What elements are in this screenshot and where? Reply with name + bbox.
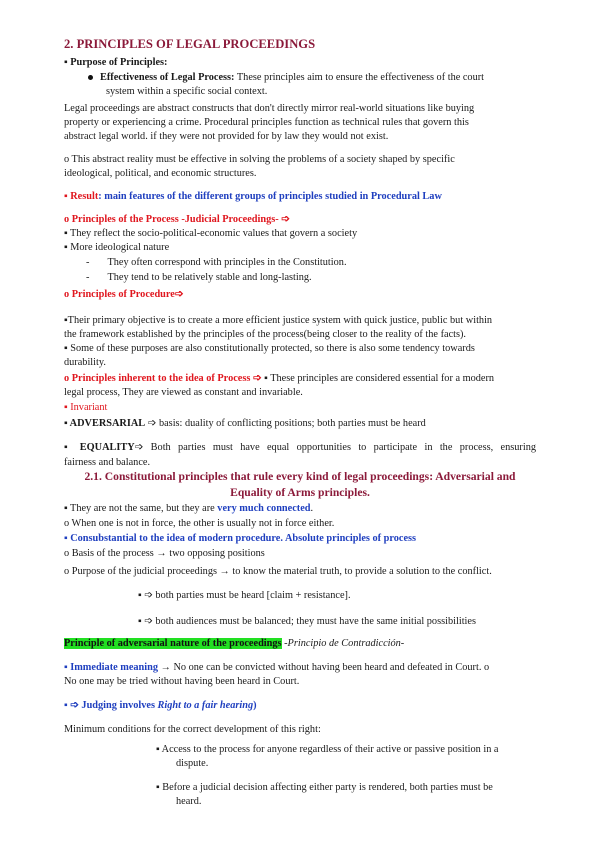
- condition2-line2: heard.: [176, 796, 202, 807]
- section-2-1-title-line1: 2.1. Constitutional principles that rule every kind of legal proceedings: Adversarial and: [84, 470, 516, 483]
- equality-line2: fairness and balance.: [64, 457, 151, 468]
- effectiveness-text: These principles aim to ensure the effectiveness of the court: [234, 72, 485, 83]
- equality-label: ▪ EQUALITY: [64, 442, 135, 453]
- inherent-line2: legal process, They are viewed as constant and invariable.: [64, 387, 303, 398]
- adversarial-nature-line: Principle of adversarial nature of the proceedings -Principio de Contradicción-: [64, 638, 405, 649]
- not-force-line: o When one is not in force, the other is usually not in force either.: [64, 518, 335, 529]
- immediate-line2: No one may be tried without having been heard in Court.: [64, 676, 300, 687]
- para1-line1: Legal proceedings are abstract constructs that don't directly mirror real-world situations like buying: [64, 103, 475, 114]
- balanced-line: ▪ ➩ both audiences must be balanced; they must have the same initial possibilities: [138, 616, 476, 627]
- immediate-label: ▪ Immediate meaning: [64, 662, 159, 673]
- section-2-1-title-line2: Equality of Arms principles.: [230, 486, 370, 499]
- process-principles-line2: ▪ More ideological nature: [64, 242, 170, 253]
- para1-line2: property or experiencing a crime. Procedural principles function as technical rules that govern this: [64, 117, 469, 128]
- para1-line3: abstract legal world. if they were not provided for by law they would not exist.: [64, 131, 389, 142]
- adversarial-line: ▪ ADVERSARIAL ➩ basis: duality of conflicting positions; both parties must be heard: [64, 418, 426, 429]
- bullet-icon: [88, 75, 93, 80]
- effectiveness-label: Effectiveness of Legal Process:: [100, 72, 235, 83]
- process-principles-heading: o Principles of the Process -Judicial Proceedings- ➩: [64, 214, 290, 225]
- procedure-line1: ▪Their primary objective is to create a more efficient justice system with quick justice, public but within: [64, 315, 493, 326]
- result-line: [64, 190, 442, 203]
- immediate-line1: ▪ Immediate meaning → No one can be convicted without having been heard and defeated in Court. o: [64, 662, 490, 673]
- procedure-principles-heading: o Principles of Procedure➩: [64, 289, 184, 300]
- page-title: 2. PRINCIPLES OF LEGAL PROCEEDINGS: [64, 37, 316, 51]
- consubstantial-line: ▪ Consubstantial to the idea of modern procedure. Absolute principles of process: [64, 533, 417, 544]
- adversarial-label: ▪ ADVERSARIAL: [64, 418, 146, 429]
- minimum-conditions-line: Minimum conditions for the correct development of this right:: [64, 724, 321, 735]
- adversarial-nature-label: Principle of adversarial nature of the proceedings: [64, 638, 282, 649]
- fair-hearing-text: Right to a fair hearing: [157, 700, 254, 711]
- para2-line2: ideological, political, and economic structures.: [64, 168, 257, 179]
- procedure-line3: ▪ Some of these purposes are also constitutionally protected, so there is also some tendency towards: [64, 343, 475, 354]
- purpose-line: o Purpose of the judicial proceedings → to know the material truth, to provide a solution to the conflict.: [64, 566, 492, 577]
- result-text: : main features of the different groups of principles studied in Procedural Law: [98, 191, 442, 202]
- result-label: ▪ Result: [64, 191, 99, 202]
- condition1-line1: ▪ Access to the process for anyone regardless of their active or passive position in a: [156, 744, 499, 755]
- connected-line: ▪ They are not the same, but they are very much connected.: [64, 503, 314, 514]
- process-principles-line1: ▪ They reflect the socio-political-economic values that govern a society: [64, 228, 358, 239]
- arrow-icon: ➩: [174, 289, 184, 300]
- effectiveness-text-cont: system within a specific social context.: [106, 86, 268, 97]
- connected-highlight: very much connected: [217, 503, 311, 514]
- inherent-line1: o Principles inherent to the idea of Process ➩ ▪ These principles are considered essential for a modern: [64, 373, 495, 384]
- equality-line1: ▪ EQUALITY➩ Both parties must have equal opportunities to participate in the process, ensuring: [64, 442, 536, 453]
- condition2-line1: ▪ Before a judicial decision affecting either party is rendered, both parties must be: [156, 782, 493, 793]
- judging-line: ▪ ➩ Judging involves Right to a fair hearing): [64, 700, 257, 711]
- procedure-line2: the framework established by the principles of the process(being closer to the reality of the facts).: [64, 329, 467, 340]
- procedure-line4: durability.: [64, 357, 106, 368]
- heard-line: ▪ ➩ both parties must be heard [claim + resistance].: [138, 590, 351, 601]
- invariant-label: ▪ Invariant: [64, 402, 108, 413]
- purpose-heading: ▪ Purpose of Principles:: [64, 57, 168, 68]
- basis-line: o Basis of the process → two opposing positions: [64, 548, 265, 559]
- condition1-line2: dispute.: [176, 758, 209, 769]
- process-principles-line3: - They often correspond with principles in the Constitution.: [86, 257, 347, 268]
- para2-line1: o This abstract reality must be effective in solving the problems of a society shaped by specific: [64, 154, 455, 165]
- arrow-icon: ➩: [250, 373, 262, 384]
- effectiveness-item: [88, 71, 484, 84]
- process-principles-line4: - They tend to be relatively stable and long-lasting.: [86, 272, 312, 283]
- inherent-heading: o Principles inherent to the idea of Process: [64, 373, 251, 384]
